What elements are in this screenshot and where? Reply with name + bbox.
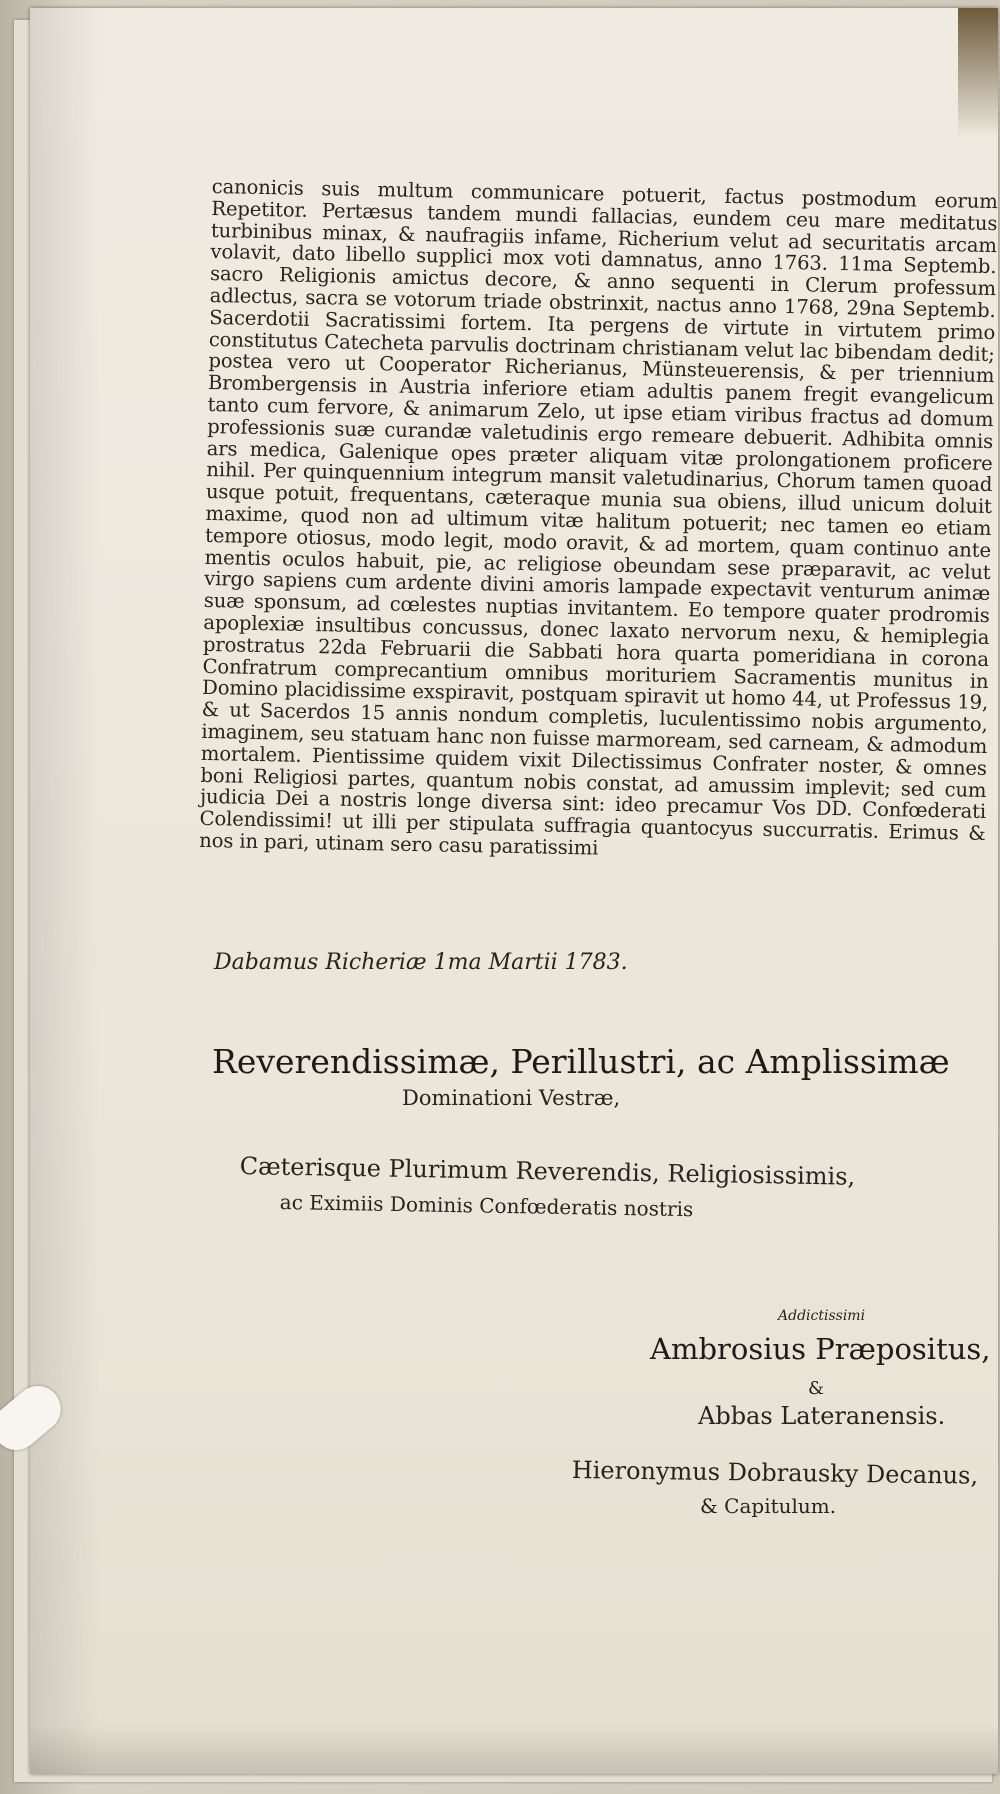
closing-addictissimi: Addictissimi xyxy=(778,1308,866,1324)
binding-fold-shadow xyxy=(30,8,100,1774)
signature-line-4: & Capitulum. xyxy=(700,1494,837,1518)
signature-line-1: Ambrosius Præpositus, xyxy=(650,1332,991,1366)
signature-line-3: Hieronymus Dobrausky Decanus, xyxy=(571,1456,979,1490)
body-paragraph: canonicis suis multum communicare potuerit, factus postmodum eorum Repetitor. Pertæsus tandem mundi fallacias, eundem ceu mare meditatus turbinibus minax, & naufragiis infame, Richerium velut ad securitatis arcam volavit, dato libello supplici mox voti damnatus, anno 1763. 11ma Septemb. sacro Religionis amictus decore, & anno sequenti in Clerum professum adlectus, sacra se votorum triade obstrinxit, nactus anno 1768, 29na Septemb. Sacerdotii Sacratissimi fortem. Ita pergens de virtute in virtutem primo constitutus Catecheta parvulis doctrinam christianam velut lac bibendam dedit; postea vero ut Cooperator Richerianus, Münsteuerensis, & per triennium Brombergensis in Austria inferiore etiam adultis panem fregit evangelicum tanto cum fervore, & animarum Zelo, ut ipse etiam viribus fractus ad domum professionis suæ curandæ valetudinis ergo remeare debuerit. Adhibita omnis ars medica, Galenique opes præter aliquam vitæ prolongationem proficere nihil. Per quinquennium integrum mansit valetudinarius, Chorum tamen quoad usque potuit, frequentans, cæteraque munia sua obiens, illud unicum doluit maxime, quod non ad ultimum vitæ halitum potuerit; nec tamen eo etiam tempore otiosus, modo legit, modo oravit, & ad mortem, quam continuo ante mentis oculos habuit, pie, ac religiose obeundam sese præparavit, ac velut virgo sapiens cum ardente divini amoris lampade expectavit venturum animæ suæ sponsum, ad cœlestes nuptias invitantem. Eo tempore quater prodromis apoplexiæ insultibus concussus, donec laxato nervorum nexu, & hemiplegia prostratus 22da Februarii die Sabbati hora quarta pomeridiana in corona Confratrum comprecantium omnibus morituriem Sacramentis munitus in Domino placidissime exspiravit, postquam spiravit ut homo 44, ut Professus 19, & ut Sacerdos 15 annis nondum completis, luculentissimo nobis argumento, imaginem, seu statuam hanc non fuisse marmoream, sed carneam, & admodum mortalem. Pientissime quidem vixit Dilectissimus Confrater noster, & omnes boni Religiosi partes, quantum nobis constat, ad amussim implevit; sed cum judicia Dei a nostris longe diversa sint: ideo precamur Vos DD. Confœderati Colendissimi! ut illi per stipulata suffragia quantocyus succurratis. Erimus & nos in pari, utinam sero casu paratissimi xyxy=(199,175,998,860)
salutation-line-1: Reverendissimæ, Perillustri, ac Amplissimæ xyxy=(212,1042,950,1081)
salutation-line-2: Dominationi Vestræ, xyxy=(402,1086,621,1110)
dating-line: Dabamus Richeriæ 1ma Martii 1783. xyxy=(214,950,628,975)
salutation-line-3: Cæterisque Plurimum Reverendis, Religiosissimis, xyxy=(239,1152,856,1191)
page-bottom-edge xyxy=(30,1724,998,1774)
signature-ampersand: & xyxy=(808,1378,825,1399)
edge-stain xyxy=(958,8,998,138)
salutation-line-4: ac Eximiis Dominis Confœderatis nostris xyxy=(279,1190,694,1222)
signature-line-2: Abbas Lateranensis. xyxy=(698,1402,946,1430)
